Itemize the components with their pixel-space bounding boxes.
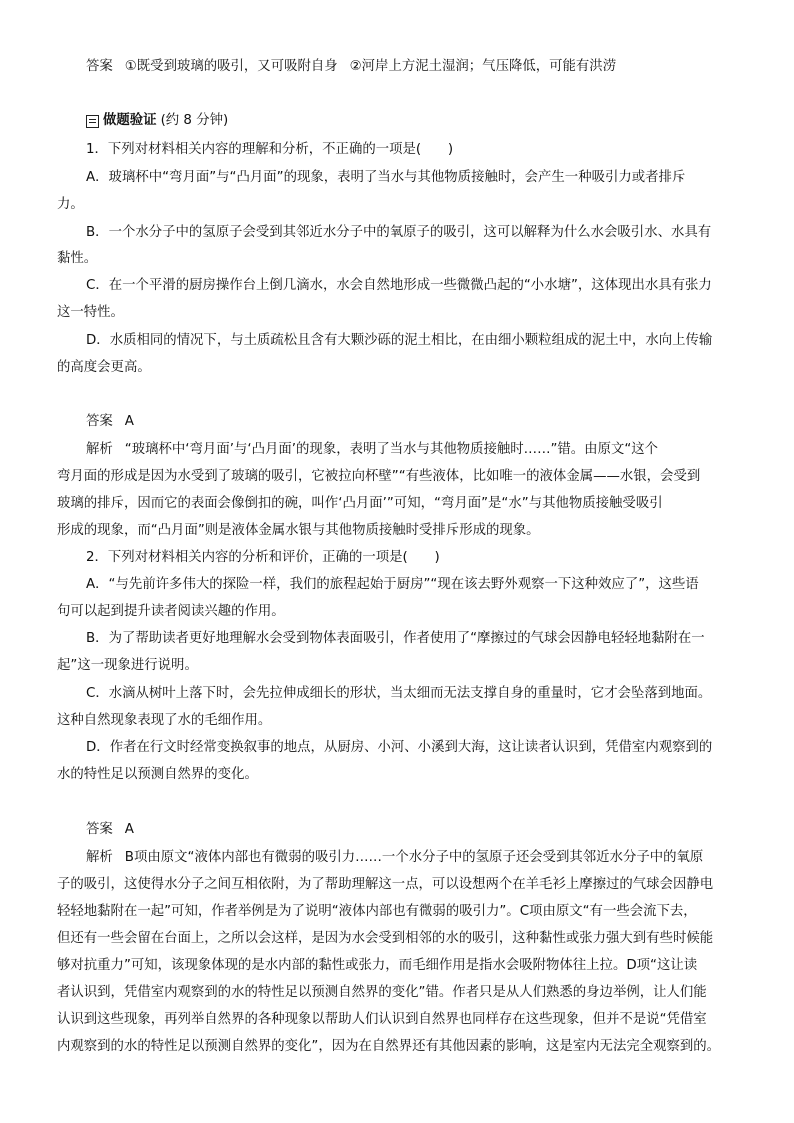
q2-stem: 2．下列对材料相关内容的分析和评价，正确的一项是( ) — [86, 550, 440, 565]
q1-explanation-line-3: 玻璃的排斥，因而它的表面会像倒扣的碗，叫作‘凸月面’”可知，“弯月面”是“水”与其他物质接触受吸引 — [57, 496, 663, 511]
q2-explanation-line-6: 者认识到，凭借室内观察到的水的特性足以预测自然界的变化”错。作者只是从人们熟悉的身边举例，让人们能 — [57, 985, 707, 1000]
q1-option-d: D．水质相同的情况下，与土质疏松且含有大颗沙砾的泥土相比，在由细小颗粒组成的泥土中，水向上传输 — [86, 333, 713, 348]
q1-explanation-line-1 — [86, 440, 744, 460]
answer-text-1: ①既受到玻璃的吸引，又可吸附自身 — [124, 59, 338, 74]
q1-explanation-label: 解析 — [86, 442, 113, 457]
q1-option-c: C．在一个平滑的厨房操作台上倒几滴水，水会自然地形成一些微微凸起的“小水塘”，这体现出水具有张力 — [86, 278, 712, 293]
q1-option-c-cont: 这一特性。 — [57, 305, 124, 320]
q2-explanation-line-8: 内观察到的水的特性足以预测自然界的变化”，因为在自然界还有其他因素的影响，这是室内无法完全观察到的。 — [57, 1039, 721, 1054]
q2-answer-value: A — [124, 822, 134, 837]
section-time: (约 8 分钟) — [160, 113, 229, 128]
q2-answer-label: 答案 — [86, 822, 113, 837]
q2-option-c: C．水滴从树叶上落下时，会先拉伸成细长的形状，当太细而无法支撑自身的重量时，它才会坠落到地面。 — [86, 686, 712, 701]
q2-explanation-label: 解析 — [86, 850, 113, 865]
q1-explanation-text-1: “玻璃杯中‘弯月面’与‘凸月面’的现象，表明了当水与其他物质接触时……”错。由原文“这个 — [124, 442, 659, 457]
list-icon — [86, 115, 99, 128]
section-title: 做题验证 — [103, 113, 157, 128]
q2-option-d: D．作者在行文时经常变换叙事的地点，从厨房、小河、小溪到大海，这让读者认识到，凭借室内观察到的 — [86, 740, 713, 755]
q2-explanation-line-5: 够对抗重力”可知，该现象体现的是水内部的黏性或张力，而毛细作用是指水会吸附物体往上拉。D项“这让读 — [57, 958, 698, 973]
q1-explanation-line-2: 弯月面的形成是因为水受到了玻璃的吸引，它被拉向杯壁”“有些液体，比如唯一的液体金属——水银，会受到 — [57, 469, 701, 484]
q2-explanation-line-7: 认识到这些现象，再列举自然界的各种现象以帮助人们认识到自然界也同样存在这些现象，但并不是说“凭借室 — [57, 1012, 707, 1027]
q2-option-a-cont: 句可以起到提升读者阅读兴趣的作用。 — [57, 604, 285, 619]
q1-option-d-cont: 的高度会更高。 — [57, 360, 151, 375]
q2-explanation-line-3: 轻轻地黏附在一起”可知，作者举例是为了说明“液体内部也有微弱的吸引力”。C项由原文“有一些会流下去， — [57, 904, 697, 919]
q2-option-c-cont: 这种自然现象表现了水的毛细作用。 — [57, 713, 272, 728]
q1-explanation-line-4: 形成的现象，而“凸月面”则是液体金属水银与其他物质接触时受排斥形成的现象。 — [57, 523, 540, 538]
section-heading — [86, 111, 228, 131]
q1-answer-label: 答案 — [86, 414, 113, 429]
q1-option-b: B．一个水分子中的氢原子会受到其邻近水分子中的氧原子的吸引，这可以解释为什么水会吸引水、水具有 — [86, 225, 712, 240]
q2-explanation-line-1 — [86, 848, 744, 868]
q1-option-a-cont: 力。 — [57, 197, 84, 212]
q2-explanation-text-1: B项由原文“液体内部也有微弱的吸引力……一个水分子中的氢原子还会受到其邻近水分子中的氧原 — [124, 850, 704, 865]
q2-option-d-cont: 水的特性足以预测自然界的变化。 — [57, 767, 258, 782]
answer-text-2: ②河岸上方泥土湿润；气压降低，可能有洪涝 — [349, 59, 617, 74]
q2-answer — [86, 820, 744, 840]
q2-explanation-line-2: 子的吸引，这使得水分子之间互相依附，为了帮助理解这一点，可以设想两个在羊毛衫上摩擦过的气球会因静电 — [57, 877, 714, 892]
q2-option-b-cont: 起”这一现象进行说明。 — [57, 658, 198, 673]
q1-answer-value: A — [124, 414, 134, 429]
q2-option-a: A．“与先前许多伟大的探险一样，我们的旅程起始于厨房”“现在该去野外观察一下这种效应了”，这些语 — [86, 577, 699, 592]
q1-option-b-cont: 黏性。 — [57, 251, 98, 266]
q2-option-b: B．为了帮助读者更好地理解水会受到物体表面吸引，作者使用了“摩擦过的气球会因静电轻轻地黏附在一 — [86, 631, 705, 646]
q1-answer — [86, 412, 744, 432]
top-answer-line — [86, 57, 744, 77]
q1-option-a: A．玻璃杯中“弯月面”与“凸月面”的现象，表明了当水与其他物质接触时，会产生一种吸引力或者排斥 — [86, 170, 686, 185]
q1-stem: 1．下列对材料相关内容的理解和分析，不正确的一项是( ) — [86, 142, 454, 157]
answer-label: 答案 — [86, 59, 113, 74]
q2-explanation-line-4: 但还有一些会留在台面上，之所以会这样，是因为水会受到相邻的水的吸引，这种黏性或张力强大到有些时候能 — [57, 931, 714, 946]
